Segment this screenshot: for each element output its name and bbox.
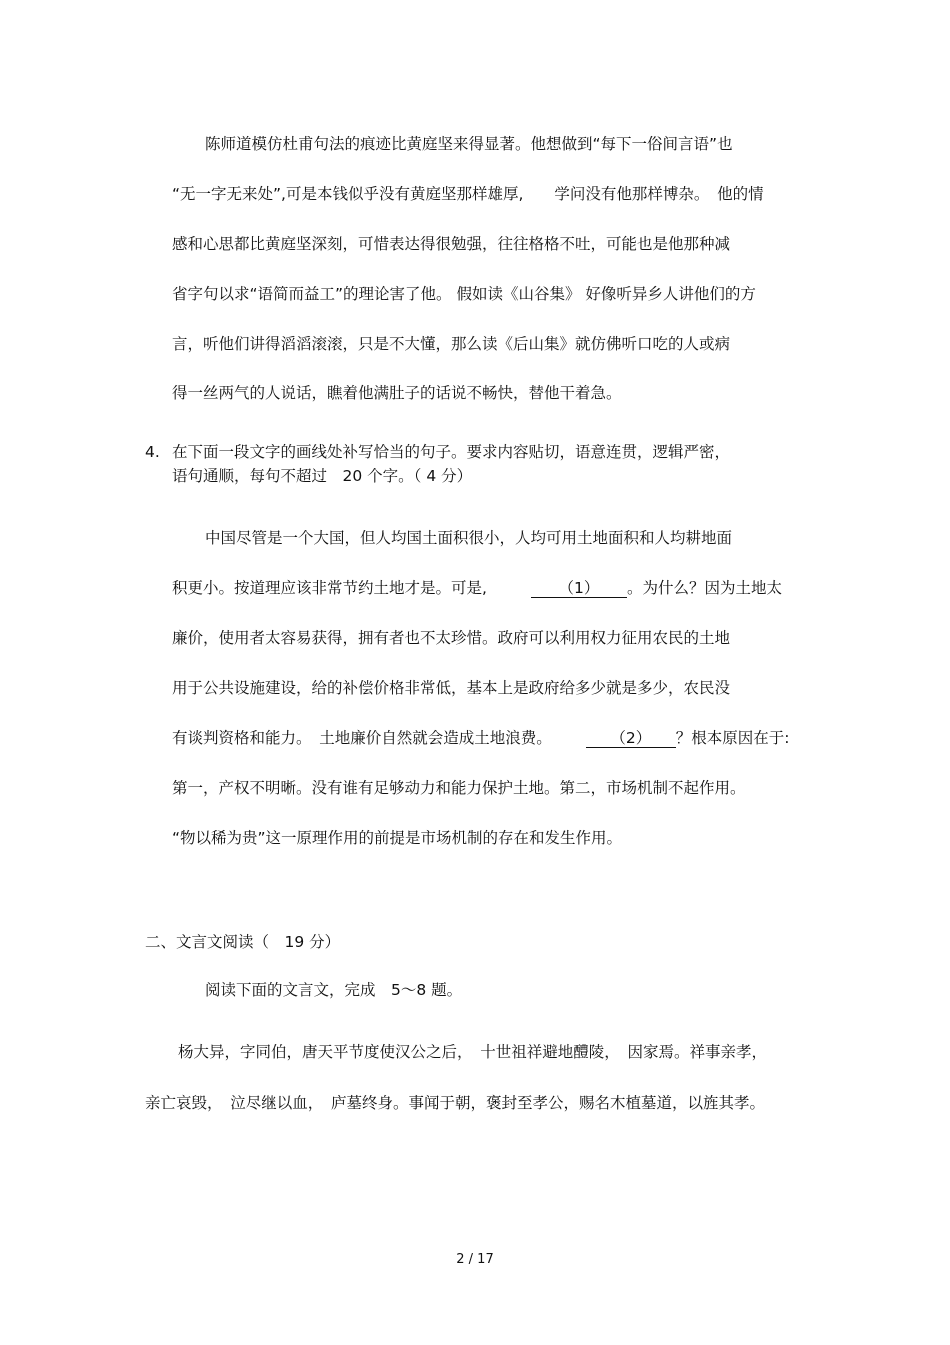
passage1-line-4: 省字句以求“语简而益工”的理论害了他。 假如读《山谷集》 好像听异乡人讲他们的方 — [172, 285, 756, 303]
classical-text-line-2: 亲亡哀毁， 泣尽继以血， 庐墓终身。事闻于朝，褒封至孝公，赐名木植墓道，以旌其孝。 — [145, 1094, 766, 1112]
section-2-heading: 二、文言文阅读（ 19 分） — [145, 933, 341, 951]
paragraph-text: 有谈判资格和能力。 土地廉价自然就会造成土地浪费。 — [172, 729, 552, 747]
question-4-paragraph-line-5 — [172, 728, 790, 748]
question-4-paragraph-line-2 — [172, 578, 782, 598]
fill-blank-1: （1） — [531, 579, 627, 598]
passage1-line-5: 言，听他们讲得滔滔滚滚，只是不大懂，那么读《后山集》就仿佛听口吃的人或病 — [172, 335, 731, 353]
question-4-paragraph-line-1: 中国尽管是一个大国，但人均国土面积很小，人均可用土地面积和人均耕地面 — [205, 529, 733, 547]
passage1-line-6: 得一丝两气的人说话，瞧着他满肚子的话说不畅快，替他干着急。 — [172, 384, 622, 402]
paragraph-text: 。为什么？因为土地太 — [626, 579, 782, 597]
classical-text-line-1: 杨大异，字同伯，唐天平节度使汉公之后， 十世祖祥避地醴陵， 因家焉。祥事亲孝， — [178, 1043, 768, 1061]
paragraph-text: 积更小。按道理应该非常节约土地才是。可是, — [172, 579, 487, 597]
passage1-line-2: “无一字无来处”,可是本钱似乎没有黄庭坚那样雄厚, 学问没有他那样博杂。 他的情 — [172, 185, 764, 203]
question-4-paragraph-line-7: “物以稀为贵”这一原理作用的前提是市场机制的存在和发生作用。 — [172, 829, 623, 847]
question-4-number: 4. — [145, 443, 160, 461]
passage1-line-3: 感和心思都比黄庭坚深刻，可惜表达得很勉强，往往格格不吐，可能也是他那种减 — [172, 235, 731, 253]
passage1-line-1: 陈师道模仿杜甫句法的痕迹比黄庭坚来得显著。他想做到“每下一俗间言语”也 — [205, 135, 733, 153]
question-4-paragraph-line-4: 用于公共设施建设，给的补偿价格非常低，基本上是政府给多少就是多少，农民没 — [172, 679, 731, 697]
fill-blank-2: （2） — [586, 729, 676, 748]
section-2-instruction: 阅读下面的文言文，完成 5～8 题。 — [205, 981, 463, 999]
question-4-paragraph-line-3: 廉价，使用者太容易获得，拥有者也不太珍惜。政府可以利用权力征用农民的土地 — [172, 629, 731, 647]
question-4-paragraph-line-6: 第一，产权不明晰。没有谁有足够动力和能力保护土地。第二，市场机制不起作用。 — [172, 779, 746, 797]
question-4-prompt-line-2: 语句通顺，每句不超过 20 个字。（ 4 分） — [172, 467, 473, 485]
page-number: 2 / 17 — [456, 1252, 494, 1267]
question-4-prompt-line-1: 在下面一段文字的画线处补写恰当的句子。要求内容贴切，语意连贯，逻辑严密， — [172, 443, 731, 461]
paragraph-text: ？根本原因在于: — [675, 729, 790, 747]
